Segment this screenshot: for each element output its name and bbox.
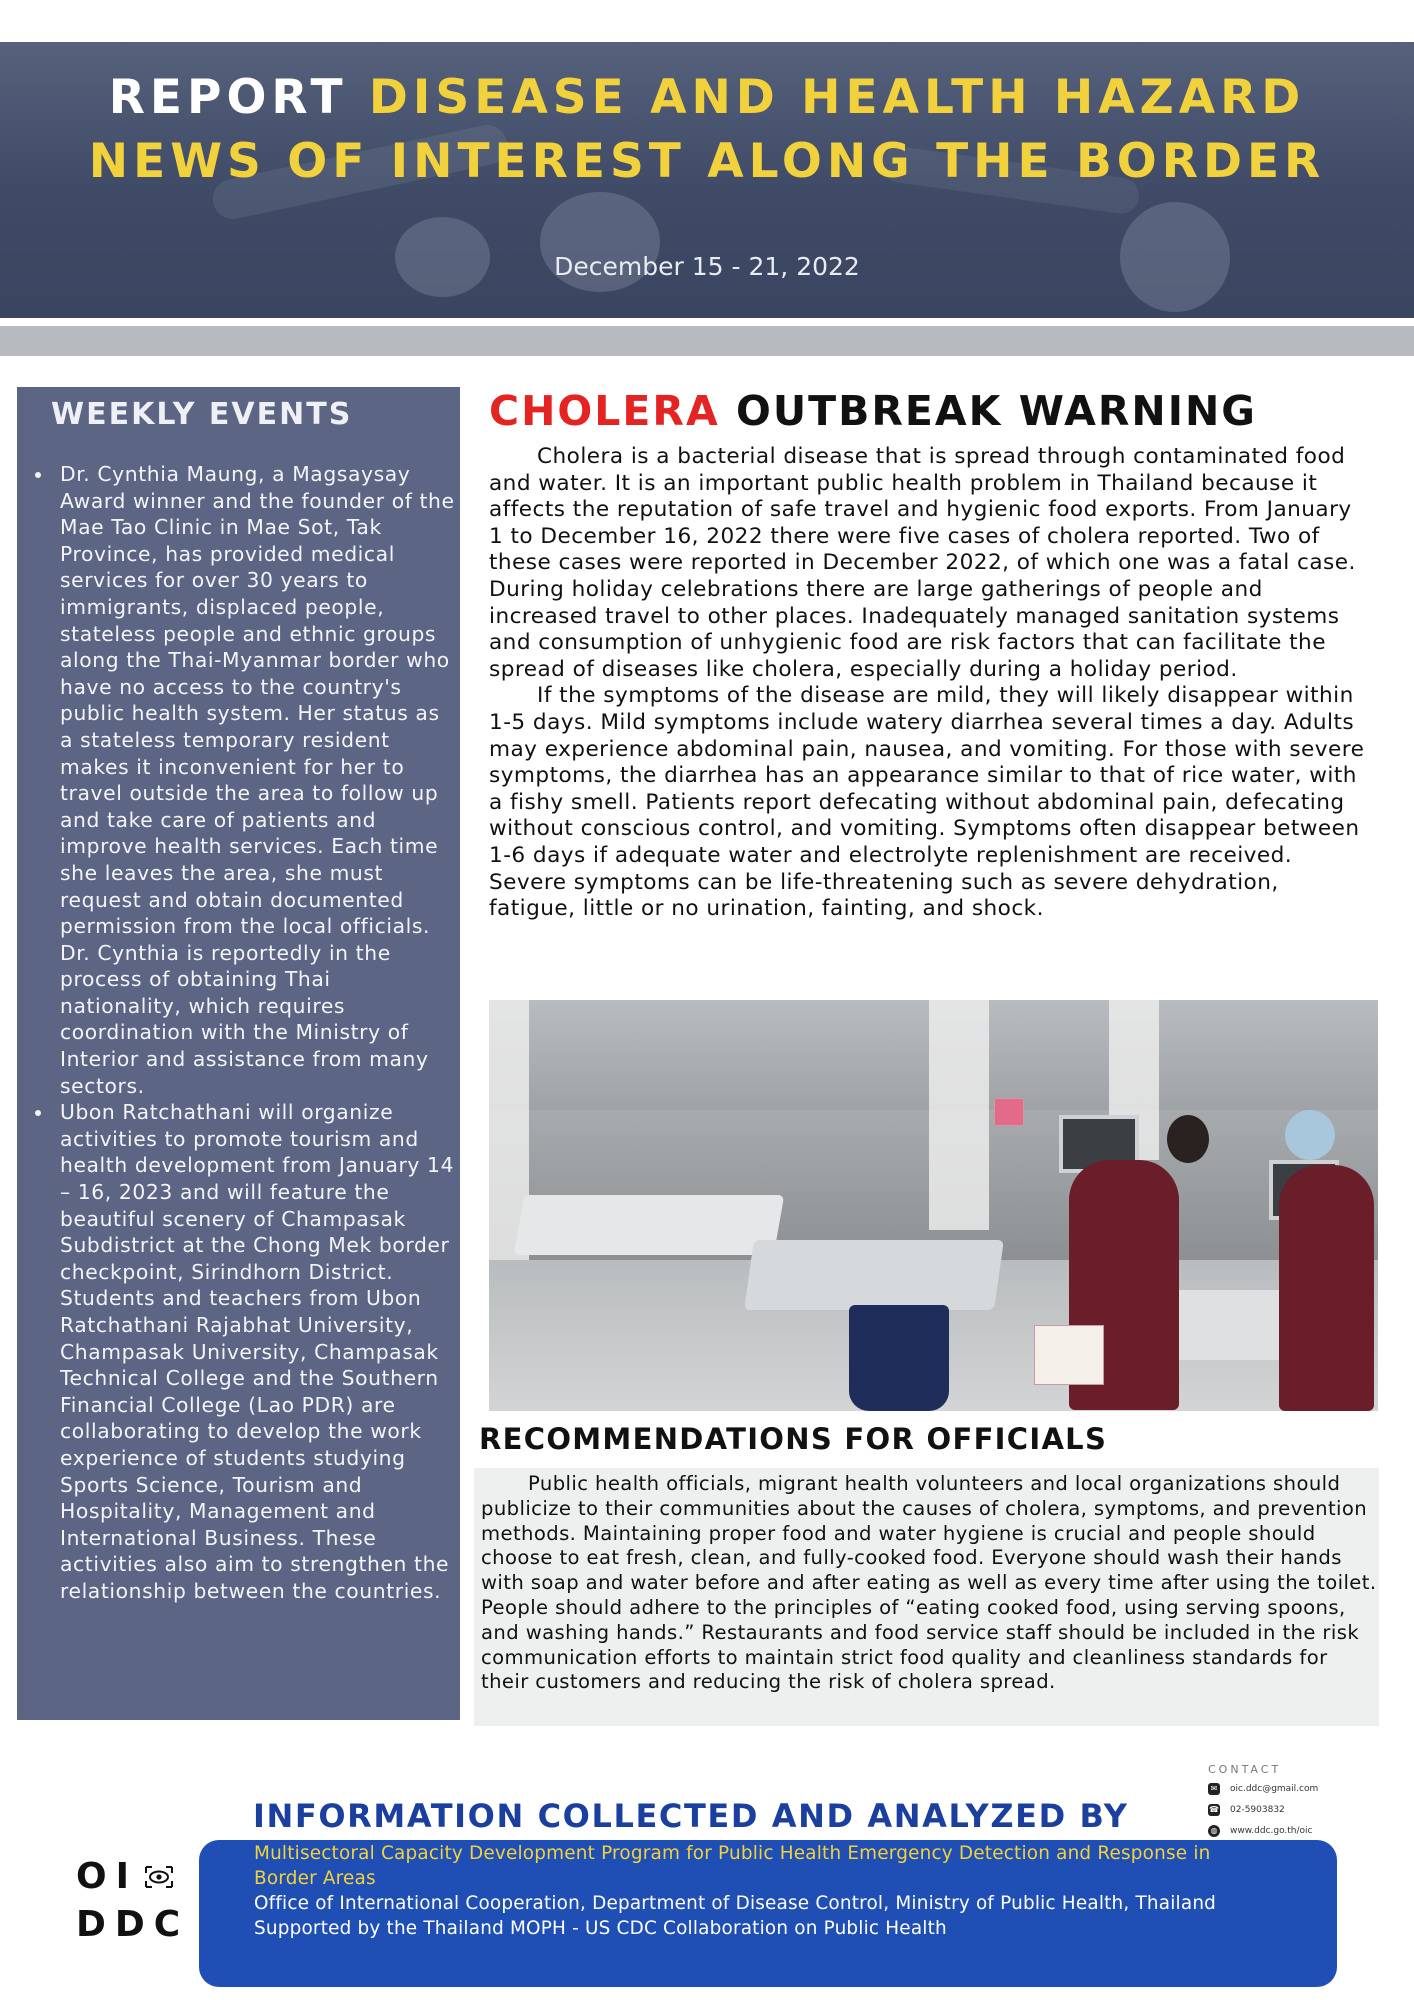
footer-program <box>254 1841 1264 1891</box>
article-paragraph: If the symptoms of the disease are mild, they will likely disappear within 1-5 days. Mild symptoms include watery diarrhea several times a day. Adults may experience abdominal pain, nausea, and vomiting. For those with severe symptoms, the diarrhea has an appearance similar to that of rice water, with a fishy smell. Patients report defecating without abdominal pain, defecating without conscious control, and vomiting. Symptoms often disappear between 1-6 days if adequate water and electrolyte replenishment are received. Severe symptoms can be life-threatening such as severe dehydration, fatigue, little or no urination, fainting, and shock. <box>489 683 1365 922</box>
contact-label: CONTACT <box>1208 1763 1282 1776</box>
report-title-line-1 <box>0 70 1414 126</box>
weekly-events-heading: WEEKLY EVENTS <box>51 397 353 432</box>
contact-website-row[interactable] <box>1208 1824 1313 1838</box>
logo-line-2: DDC <box>76 1904 190 1945</box>
globe-icon: ◍ <box>1208 1825 1220 1837</box>
footer-program-line-1: Multisectoral Capacity Development Program for Public Health Emergency Detection and Response in <box>254 1843 1211 1864</box>
footer-support: Supported by the Thailand MOPH - US CDC Collaboration on Public Health <box>254 1918 947 1939</box>
title-word-report: REPORT <box>108 70 348 125</box>
list-item: Ubon Ratchathani will organize activities to promote tourism and health development from January 14 – 16, 2023 and will feature the beautiful scenery of Champasak Subdistrict at the Chong Mek border checkpoint, Sirindhorn District. Students and teachers from Ubon Ratchathani Rajabhat University, Champasak University, Champasak Technical College and the Southern Financial College (Lao PDR) are collaborating to develop the work experience of students studying Sports Science, Tourism and Hospitality, Management and International Business. These activities also aim to strengthen the relationship between the countries. <box>27 1099 457 1604</box>
logo-line-1: OI <box>76 1856 138 1897</box>
header-divider <box>0 326 1414 356</box>
list-item: Dr. Cynthia Maung, a Magsaysay Award winner and the founder of the Mae Tao Clinic in Mae Sot, Tak Province, has provided medical services for over 30 years to immigrants, displaced people, stateless people and ethnic groups along the Thai-Myanmar border who have no access to the country's public health system. Her status as a stateless temporary resident makes it inconvenient for her to travel outside the area to follow up and take care of patients and improve health services. Each time she leaves the area, she must request and obtain documented permission from the local officials. Dr. Cynthia is reportedly in the process of obtaining Thai nationality, which requires coordination with the Ministry of Interior and assistance from many sectors. <box>27 461 457 1099</box>
contact-email-row[interactable] <box>1208 1782 1318 1796</box>
title-disease-hazard: DISEASE AND HEALTH HAZARD <box>368 70 1306 125</box>
oic-ddc-logo <box>76 1853 190 1973</box>
recommendations-paragraph: Public health officials, migrant health volunteers and local organizations should publicize to their communities about the causes of cholera, symptoms, and prevention methods. Maintaining proper food and water hygiene is crucial and people should choose to eat fresh, clean, and fully-cooked food. Everyone should wash their hands with soap and water before and after eating as well as every time after using the toilet. People should adhere to the principles of “eating cooked food, using serving spoons, and washing hands.” Restaurants and food service staff should be included in the risk communication efforts to maintain strict food quality and cleanliness standards for their customers and reducing the risk of cholera spread. <box>481 1472 1377 1694</box>
article-title-cholera: CHOLERA <box>489 387 720 435</box>
recommendations-heading: RECOMMENDATIONS FOR OFFICIALS <box>479 1422 1108 1456</box>
footer-office: Office of International Cooperation, Department of Disease Control, Ministry of Public Health, Thailand <box>254 1893 1217 1914</box>
hospital-ward-photo <box>489 1000 1378 1411</box>
article-paragraph: Cholera is a bacterial disease that is spread through contaminated food and water. It is an important public health problem in Thailand because it affects the reputation of safe travel and hygienic food exports. From January 1 to December 16, 2022 there were five cases of cholera reported. Two of these cases were reported in December 2022, of which one was a fatal case. During holiday celebrations there are large gatherings of people and increased travel to other places. Inadequately managed sanitation systems and consumption of unhygienic food are risk factors that can facilitate the spread of diseases like cholera, especially during a holiday period. <box>489 444 1356 682</box>
article-title-rest: OUTBREAK WARNING <box>735 387 1257 435</box>
contact-website[interactable]: www.ddc.go.th/oic <box>1230 1826 1313 1836</box>
article-body <box>489 444 1369 923</box>
footer-program-line-2: Border Areas <box>254 1868 376 1889</box>
footer-heading: INFORMATION COLLECTED AND ANALYZED BY <box>253 1797 1129 1835</box>
recommendations-text <box>481 1472 1377 1695</box>
article-title <box>489 386 1257 436</box>
contact-email[interactable]: oic.ddc@gmail.com <box>1230 1784 1319 1794</box>
weekly-events-list <box>27 461 457 1605</box>
mail-icon: ✉ <box>1208 1783 1220 1795</box>
report-date: December 15 - 21, 2022 <box>554 252 860 281</box>
report-title-line-2: NEWS OF INTEREST ALONG THE BORDER <box>88 134 1326 189</box>
weekly-events-panel <box>17 387 460 1720</box>
contact-phone-row[interactable] <box>1208 1803 1285 1817</box>
phone-icon: ☎ <box>1209 1805 1219 1814</box>
eye-icon <box>144 1865 174 1889</box>
contact-phone[interactable]: 02-5903832 <box>1230 1805 1285 1815</box>
